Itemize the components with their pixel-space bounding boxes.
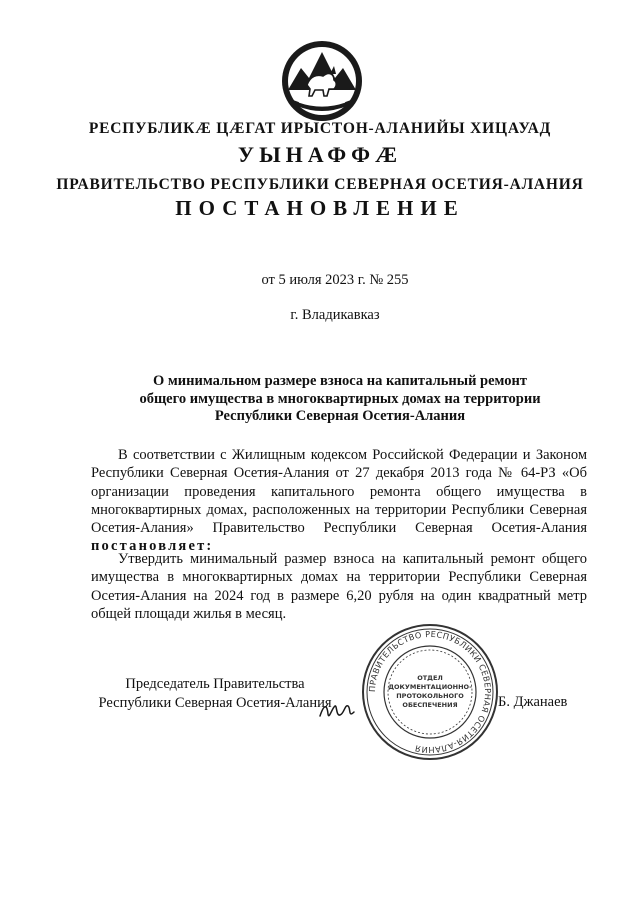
document-city: г. Владикавказ [290,307,380,323]
seal-center-line: ОТДЕЛ [417,674,443,682]
title-line: общего имущества в многоквартирных домах на территории [139,390,541,407]
header-document-type: ПОСТАНОВЛЕНИЕ [175,196,465,220]
seal-center-line: ДОКУМЕНТАЦИОННО- [388,683,472,691]
preamble-text: В соответствии с Жилищным кодексом Российской Федерации и Законом Республики Северная Осетия-Алания от 27 декабря 2013 года № 64-РЗ «Об организации проведения капитального ремонта общего имущества в многоквартирных домах, расположенных на территории Республики Северная Осетия-Алания» Правительство Республики Северная Осетия-Алания [91,447,587,537]
header-ossetian-government: РЕСПУБЛИКӔ ЦӔГАТ ИРЫСТОН-АЛАНИЙЫ ХИЦАУАД [88,120,552,137]
coat-of-arms-emblem [279,38,365,124]
document-title [95,373,585,426]
title-line: О минимальном размере взноса на капитальный ремонт [153,373,527,389]
seal-center-line: ОБЕСПЕЧЕНИЯ [402,701,458,709]
resolution-paragraph: Утвердить минимальный размер взноса на капитальный ремонт общего имущества в многоквартирных домах на территории Республики Северная Осетия-Алания на 2024 год в размере 6,20 рубля на один квадратный метр общей площади жилья в месяц. [91,551,587,622]
signatory-position [90,675,340,712]
signatory-name: Б. Джанаев [498,694,568,710]
seal-ring-text: ПРАВИТЕЛЬСТВО РЕСПУБЛИКИ СЕВЕРНАЯ ОСЕТИЯ-АЛАНИЯ [366,628,494,756]
document-date-number: от 5 июля 2023 г. № 255 [261,272,409,288]
title-line: Республики Северная Осетия-Алания [214,408,466,424]
preamble-paragraph [91,446,587,556]
handwritten-signature [318,700,358,722]
position-line: Республики Северная Осетия-Алания [98,694,332,711]
resolves-keyword: постановляет: [91,538,214,555]
seal-center-line: ПРОТОКОЛЬНОГО [396,692,464,700]
header-ossetian-decree: УЫНАФФӔ [237,142,403,167]
position-line: Председатель Правительства [125,676,305,692]
official-seal-stamp [360,622,500,762]
header-government-name: ПРАВИТЕЛЬСТВО РЕСПУБЛИКИ СЕВЕРНАЯ ОСЕТИЯ-АЛАНИЯ [56,176,584,193]
